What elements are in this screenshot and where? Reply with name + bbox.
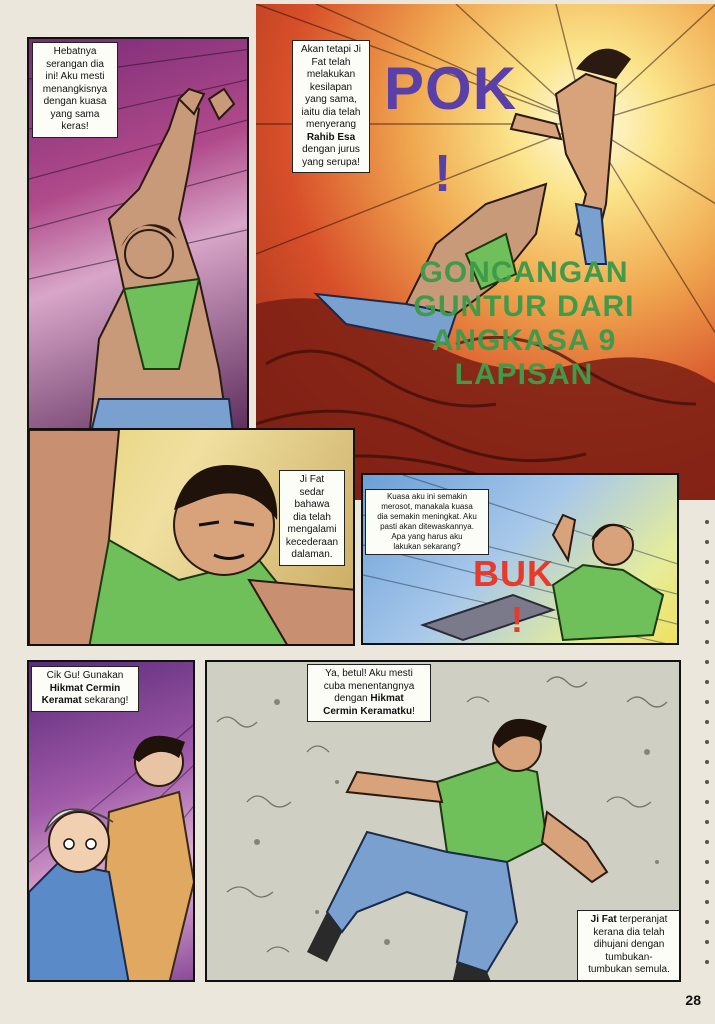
panel-5-caption: Cik Gu! Gunakan Hikmat Cermin Keramat sekarang!: [31, 666, 139, 712]
panel-4-caption: Kuasa aku ini semakin merosot, manakala kuasa dia semakin meningkat. Aku pasti akan ditewaskannya. Apa yang harus aku lakukan sekarang?: [365, 489, 489, 555]
panel-3: [27, 428, 355, 646]
binding-hole: [705, 560, 709, 564]
binding-holes: [703, 520, 711, 980]
binding-hole: [705, 820, 709, 824]
binding-hole: [705, 880, 709, 884]
panel-5: [27, 660, 195, 982]
panel-2-caption: Akan tetapi Ji Fat telah melakukan kesilapan yang sama, iaitu dia telah menyerang Rahib Esa dengan jurus yang serupa!: [292, 40, 370, 173]
binding-hole: [705, 660, 709, 664]
sfx-pok: POK: [384, 55, 518, 122]
binding-hole: [705, 780, 709, 784]
panel-1: [27, 37, 249, 439]
panel-3-caption: Ji Fat sedar bahawa dia telah mengalami kecederaan dalaman.: [279, 470, 345, 566]
panel-2: [256, 4, 715, 500]
binding-hole: [705, 740, 709, 744]
binding-hole: [705, 680, 709, 684]
binding-hole: [705, 960, 709, 964]
binding-hole: [705, 860, 709, 864]
panel-6: [205, 660, 681, 982]
binding-hole: [705, 580, 709, 584]
binding-hole: [705, 840, 709, 844]
page-number: 28: [685, 992, 701, 1008]
binding-hole: [705, 920, 709, 924]
binding-hole: [705, 620, 709, 624]
sfx-pok-bang: !: [434, 145, 453, 203]
panel-6-caption-bottom: Ji Fat terperanjat kerana dia telah dihujani dengan tumbukan- tumbukan semula.: [577, 910, 681, 981]
sfx-buk: BUK: [473, 553, 554, 594]
binding-hole: [705, 640, 709, 644]
binding-hole: [705, 540, 709, 544]
binding-hole: [705, 520, 709, 524]
panel-6-caption-top: Ya, betul! Aku mesti cuba menentangnya dengan Hikmat Cermin Keramatku!: [307, 664, 431, 722]
technique-name: GONCANGAN GUNTUR DARI ANGKASA 9 LAPISAN: [413, 256, 635, 391]
binding-hole: [705, 720, 709, 724]
sfx-buk-bang: !: [511, 599, 524, 640]
binding-hole: [705, 760, 709, 764]
panel-1-caption: Hebatnya serangan dia ini! Aku mesti menangkisnya dengan kuasa yang sama keras!: [32, 42, 118, 138]
binding-hole: [705, 940, 709, 944]
binding-hole: [705, 800, 709, 804]
binding-hole: [705, 600, 709, 604]
panel-4: [361, 473, 679, 645]
binding-hole: [705, 700, 709, 704]
binding-hole: [705, 900, 709, 904]
